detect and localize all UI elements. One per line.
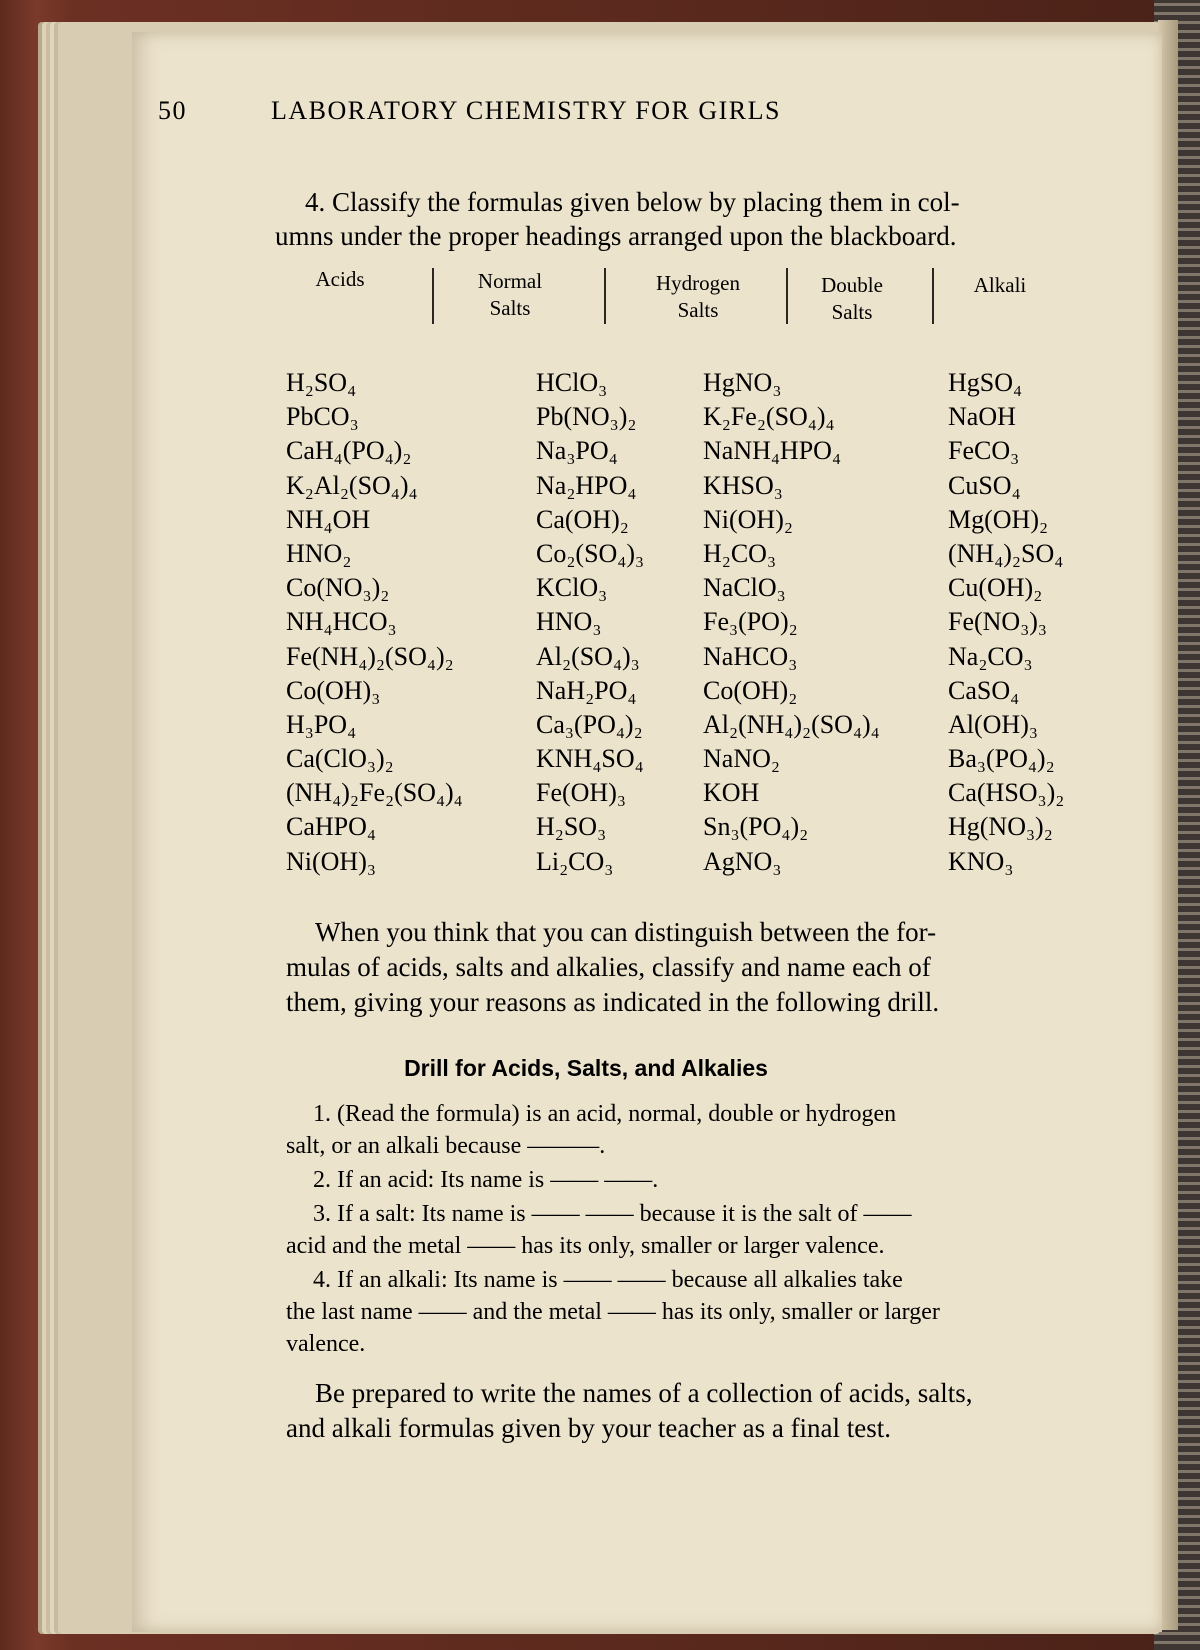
drill-item-4-line-2: the last name —— and the metal —— has its only, smaller or larger [286,1299,940,1325]
formula-column-4 [948,366,1064,879]
formula-entry: Al₂(NH₄)₂(SO₄)₄ [703,709,880,739]
formula-entry: H₂CO₃ [703,538,777,568]
heading-acids: Acids [315,267,365,291]
formula-entry: KHSO₃ [703,470,783,500]
formula-entry: Co₂(SO₄)₃ [536,538,645,568]
intro-line-2: umns under the proper headings arranged upon the blackboard. [275,221,957,251]
formula-entry: HgNO₃ [703,368,782,397]
formula-entry: Ba₃(PO₄)₂ [948,744,1055,774]
closing-line-2: and alkali formulas given by your teacher as a final test. [286,1413,892,1443]
formula-entry: NaH₂PO₄ [536,675,637,705]
formula-entry: Ca₃(PO₄)₂ [536,709,643,739]
drill-title: Drill for Acids, Salts, and Alkalies [404,1055,768,1081]
formula-entry: Mg(OH)₂ [948,504,1049,534]
formula-entry: NaHCO₃ [703,641,798,671]
formula-entry: Hg(NO₃)₂ [948,812,1053,842]
heading-double-salts: Double Salts [821,273,883,324]
formula-entry: HNO₂ [286,538,352,568]
formula-entry: Fe(NH₄)₂(SO₄)₂ [286,641,454,671]
drill-item-2: 2. If an acid: Its name is —— ——. [313,1167,659,1193]
formula-entry: NaOH [948,402,1016,432]
formula-entry: Ca(ClO₃)₂ [286,744,394,774]
formula-entry: H₂SO₄ [286,368,357,397]
running-head [158,96,1018,140]
heading-divider [432,268,434,324]
formula-entry: (NH₄)₂SO₄ [948,538,1064,568]
drill-item-4-line-1: 4. If an alkali: Its name is —— —— because all alkalies take [313,1267,903,1293]
formula-entry: PbCO₃ [286,402,359,432]
formula-entry: KOH [703,778,760,808]
page-number: 50 [158,96,187,125]
running-title: LABORATORY CHEMISTRY FOR GIRLS [271,96,781,125]
formula-entry: Al₂(SO₄)₃ [536,641,640,671]
formula-entry: CaSO₄ [948,675,1020,705]
drill-item-4-line-3: valence. [286,1331,366,1357]
intro-line-1: 4. Classify the formulas given below by placing them in col- [305,187,960,217]
formula-entry: Cu(OH)₂ [948,573,1043,603]
drill-item-1-line-1: 1. (Read the formula) is an acid, normal, double or hydrogen [313,1101,897,1127]
formula-column-3 [703,366,880,879]
formula-entry: Co(OH)₃ [286,675,381,705]
formula-entry: KNO₃ [948,846,1014,876]
drill-item-3-line-1: 3. If a salt: Its name is —— —— because it is the salt of —— [313,1201,912,1227]
formula-entry: AgNO₃ [703,846,782,876]
formula-entry: HgSO₄ [948,368,1023,397]
formula-entry: Ca(HSO₃)₂ [948,778,1065,808]
formula-entry: H₃PO₄ [286,709,357,739]
formula-entry: CaH₄(PO₄)₂ [286,436,412,466]
when-line-1: When you think that you can distinguish between the for- [315,917,937,947]
formula-entry: Na₃PO₄ [536,436,618,466]
formula-entry: CaHPO₄ [286,812,376,842]
formula-column-1 [286,366,463,879]
formula-entry: NaClO₃ [703,573,786,603]
formula-entry: (NH₄)₂Fe₂(SO₄)₄ [286,778,463,808]
formula-entry: FeCO₃ [948,436,1020,466]
drill-item-3-line-2: acid and the metal —— has its only, smaller or larger valence. [286,1233,885,1259]
formula-entry: Na₂CO₃ [948,641,1033,671]
formula-entry: HNO₃ [536,607,602,637]
heading-normal-salts: Normal Salts [477,269,543,320]
formula-entry: HClO₃ [536,368,608,397]
formula-entry: Na₂HPO₄ [536,470,637,500]
formula-entry: NaNH₄HPO₄ [703,436,842,466]
formula-entry: Co(NO₃)₂ [286,573,390,603]
when-line-3: them, giving your reasons as indicated in the following drill. [286,987,940,1017]
formula-entry: Ni(OH)₃ [286,846,376,876]
formula-entry: Sn₃(PO₄)₂ [703,812,809,842]
formula-entry: Co(OH)₂ [703,675,798,705]
formula-entry: Fe₃(PO)₂ [703,607,798,637]
formula-entry: K₂Fe₂(SO₄)₄ [703,402,835,432]
formula-entry: NH₄HCO₃ [286,607,397,637]
when-line-2: mulas of acids, salts and alkalies, classify and name each of [286,952,931,982]
formula-column-2 [536,366,644,879]
formula-entry: Al(OH)₃ [948,709,1038,739]
formula-entry: KNH₄SO₄ [536,744,644,774]
formula-entry: K₂Al₂(SO₄)₄ [286,470,418,500]
heading-divider [932,268,934,324]
formula-entry: Pb(NO₃)₂ [536,402,637,432]
formula-entry: Fe(NO₃)₃ [948,607,1047,637]
formula-entry: NaNO₂ [703,744,780,774]
formula-entry: H₂SO₃ [536,812,607,842]
drill-item-1-line-2: salt, or an alkali because ———. [286,1133,606,1159]
formula-entry: CuSO₄ [948,470,1021,500]
formula-entry: NH₄OH [286,504,371,534]
column-headings [170,266,1027,362]
formula-entry: Li₂CO₃ [536,846,614,876]
heading-hydrogen-salts: Hydrogen Salts [656,271,740,322]
heading-divider [604,268,606,324]
formula-entry: Ni(OH)₂ [703,504,793,534]
formula-entry: KClO₃ [536,573,608,603]
heading-alkali: Alkali [973,273,1027,297]
formula-entry: Ca(OH)₂ [536,504,629,534]
formula-entry: Fe(OH)₃ [536,778,626,808]
closing-line-1: Be prepared to write the names of a collection of acids, salts, [315,1378,973,1408]
